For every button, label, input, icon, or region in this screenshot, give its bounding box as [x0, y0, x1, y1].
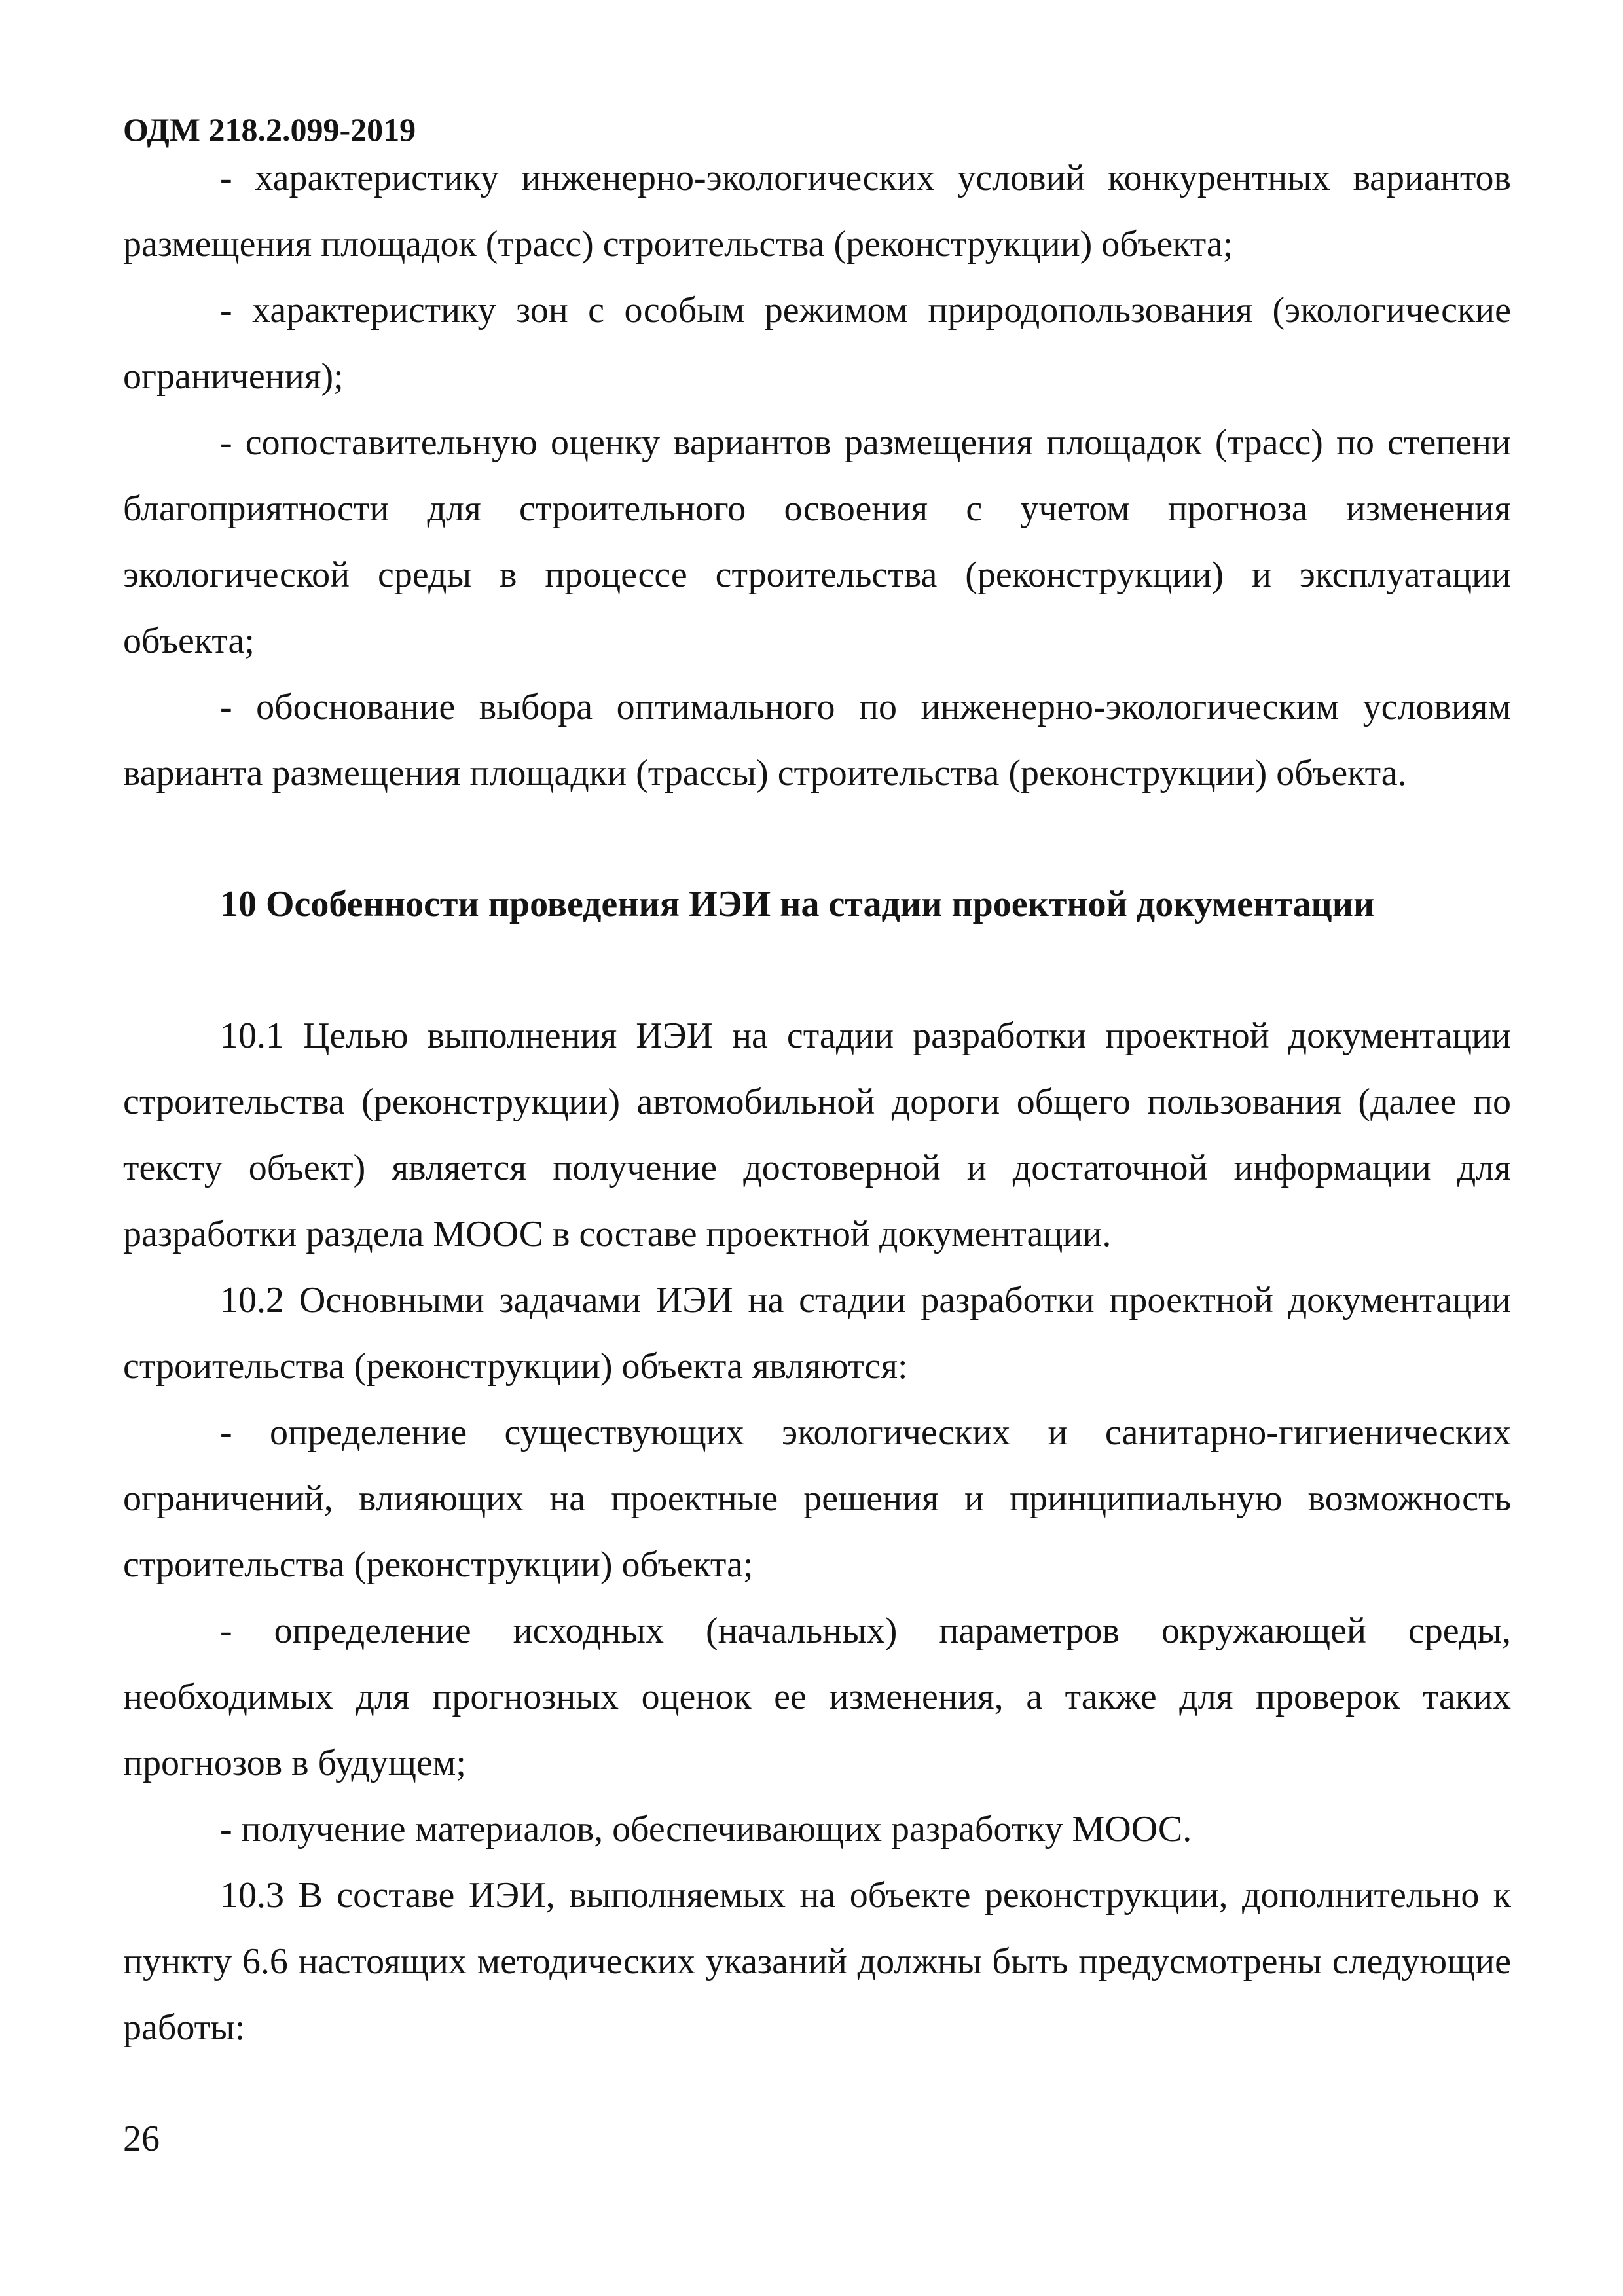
paragraph: 10.3 В составе ИЭИ, выполняемых на объекте реконструкции, дополнительно к пункту 6.6 настоящих методических указаний должны быть предусмотрены следующие работы:: [123, 1875, 1511, 2048]
paragraph: 10.1 Целью выполнения ИЭИ на стадии разработки проектной документации строительства (реконструкции) автомобильной дороги общего пользования (далее по тексту объект) является получение достоверной и достаточной информации для разработки раздела МООС в составе проектной документации.: [123, 1015, 1511, 1254]
document-code: ОДМ 218.2.099-2019: [123, 111, 416, 148]
paragraph: 10.2 Основными задачами ИЭИ на стадии разработки проектной документации строительства (реконструкции) объекта являются:: [123, 1280, 1511, 1387]
list-item: - характеристику инженерно-экологических условий конкурентных вариантов размещения площадок (трасс) строительства (реконструкции) объекта;: [123, 158, 1511, 264]
list-item: - определение исходных (начальных) параметров окружающей среды, необходимых для прогнозных оценок ее изменения, а также для проверок таких прогнозов в будущем;: [123, 1611, 1511, 1783]
list-item: - определение существующих экологических и санитарно-гигиенических ограничений, влияющих на проектные решения и принципиальную возможность строительства (реконструкции) объекта;: [123, 1412, 1511, 1585]
list-item: - получение материалов, обеспечивающих разработку МООС.: [220, 1809, 1192, 1850]
section-heading: 10 Особенности проведения ИЭИ на стадии проектной документации: [220, 884, 1375, 924]
page-content: [123, 145, 1511, 2061]
list-item: - обоснование выбора оптимального по инженерно-экологическим условиям варианта размещения площадки (трассы) строительства (реконструкции) объекта.: [123, 687, 1511, 793]
page-number: 26: [123, 2119, 160, 2159]
list-item: - характеристику зон с особым режимом природопользования (экологические ограничения);: [123, 290, 1511, 397]
list-item: - сопоставительную оценку вариантов размещения площадок (трасс) по степени благоприятности для строительного освоения с учетом прогноза изменения экологической среды в процессе строительства (реконструкции) и эксплуатации объекта;: [123, 422, 1511, 661]
